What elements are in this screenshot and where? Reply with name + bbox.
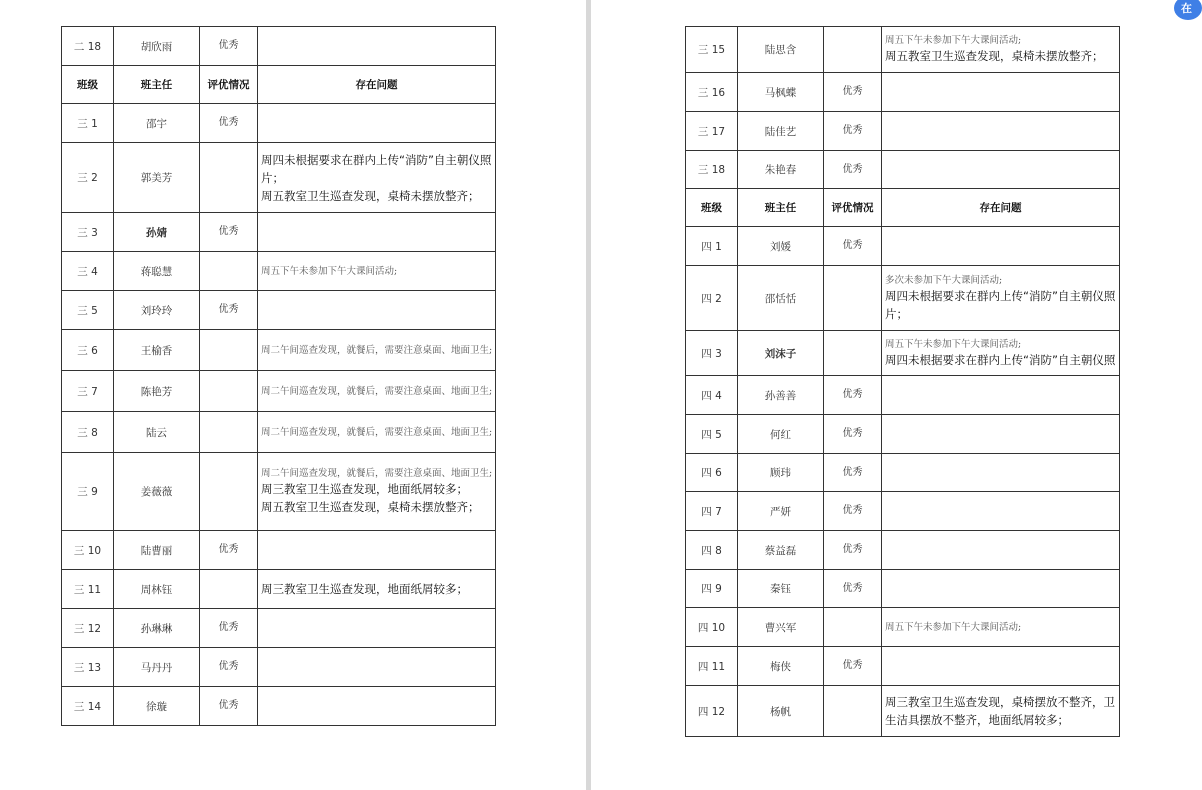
rating-cell: 优秀 (200, 291, 258, 330)
issue-line: 周五下午未参加下午大课间活动; (261, 265, 398, 277)
table-row (686, 376, 1120, 415)
rating-cell (200, 412, 258, 453)
class-cell: 三 2 (62, 143, 114, 213)
rating-cell: 优秀 (824, 492, 882, 531)
issues-cell (258, 453, 496, 531)
table-row (62, 648, 496, 687)
teacher-cell: 曹兴军 (738, 608, 824, 647)
issues-cell (258, 252, 496, 291)
rating-cell (200, 252, 258, 291)
teacher-cell: 胡欣雨 (114, 27, 200, 66)
teacher-cell: 姜薇薇 (114, 453, 200, 531)
issues-cell (258, 648, 496, 687)
rating-cell: 优秀 (824, 151, 882, 189)
issues-cell (258, 609, 496, 648)
issues-cell (882, 454, 1120, 492)
issue-line: 周五下午未参加下午大课间活动; (885, 338, 1022, 350)
table-row (62, 213, 496, 252)
teacher-cell: 陆云 (114, 412, 200, 453)
teacher-cell: 陆思含 (738, 27, 824, 73)
rating-cell: 优秀 (200, 687, 258, 726)
issue-line: 周四未根据要求在群内上传“消防”自主朝仪照片； (261, 152, 492, 185)
rating-cell (824, 27, 882, 73)
table-row (62, 143, 496, 213)
issues-cell (882, 151, 1120, 189)
issues-cell (258, 143, 496, 213)
evaluation-table-left (61, 26, 496, 726)
teacher-cell: 严妍 (738, 492, 824, 531)
teacher-cell: 孙琳琳 (114, 609, 200, 648)
issues-cell (882, 331, 1120, 376)
teacher-cell: 陆佳艺 (738, 112, 824, 151)
issue-line: 周五教室卫生巡查发现，桌椅未摆放整齐； (261, 188, 480, 203)
table-row (686, 27, 1120, 73)
class-cell: 四 3 (686, 331, 738, 376)
rating-cell: 优秀 (200, 213, 258, 252)
column-header-issues: 存在问题 (258, 66, 496, 104)
class-cell: 三 15 (686, 27, 738, 73)
table-row (62, 531, 496, 570)
column-header-teacher: 班主任 (738, 189, 824, 227)
table-row (686, 570, 1120, 608)
class-cell: 三 14 (62, 687, 114, 726)
rating-cell: 优秀 (200, 104, 258, 143)
issues-cell (882, 27, 1120, 73)
table-row (686, 492, 1120, 531)
issues-cell (258, 104, 496, 143)
teacher-cell: 何红 (738, 415, 824, 454)
class-cell: 三 18 (686, 151, 738, 189)
table-header-row (686, 189, 1120, 227)
table-row (686, 647, 1120, 686)
rating-cell: 优秀 (200, 609, 258, 648)
teacher-cell: 王榆香 (114, 330, 200, 371)
class-cell: 四 1 (686, 227, 738, 266)
class-cell: 四 8 (686, 531, 738, 570)
issue-line: 周五教室卫生巡查发现，桌椅未摆放整齐； (885, 49, 1104, 63)
column-header-rating: 评优情况 (824, 189, 882, 227)
class-cell: 四 6 (686, 454, 738, 492)
class-cell: 四 2 (686, 266, 738, 331)
rating-cell (824, 266, 882, 331)
teacher-cell: 徐璇 (114, 687, 200, 726)
table-row (62, 412, 496, 453)
rating-cell (824, 608, 882, 647)
teacher-cell: 孙婧 (114, 213, 200, 252)
teacher-cell: 邵宇 (114, 104, 200, 143)
teacher-cell: 马丹丹 (114, 648, 200, 687)
rating-cell (824, 331, 882, 376)
class-cell: 三 12 (62, 609, 114, 648)
table-row (686, 112, 1120, 151)
class-cell: 三 9 (62, 453, 114, 531)
rating-cell: 优秀 (824, 454, 882, 492)
table-row (62, 330, 496, 371)
rating-cell (200, 371, 258, 412)
issues-cell (258, 570, 496, 609)
issues-cell (258, 371, 496, 412)
rating-cell: 优秀 (824, 112, 882, 151)
issue-line: 周四未根据要求在群内上传“消防”自主朝仪照片； (885, 288, 1116, 321)
class-cell: 四 4 (686, 376, 738, 415)
issues-cell (882, 376, 1120, 415)
issues-cell (258, 27, 496, 66)
page-left (0, 0, 586, 790)
table-row (686, 686, 1120, 737)
issue-line: 多次未参加下午大课间活动; (885, 274, 1003, 286)
teacher-cell: 刘玲玲 (114, 291, 200, 330)
teacher-cell: 邵恬恬 (738, 266, 824, 331)
table-row (62, 371, 496, 412)
table-row (686, 151, 1120, 189)
issues-cell (882, 570, 1120, 608)
evaluation-table-right (685, 26, 1120, 737)
class-cell: 四 10 (686, 608, 738, 647)
column-header-teacher: 班主任 (114, 66, 200, 104)
class-cell: 三 17 (686, 112, 738, 151)
issues-cell (882, 531, 1120, 570)
issues-cell (882, 492, 1120, 531)
issue-line: 周四未根据要求在群内上传“消防”自主朝仪照 (885, 352, 1116, 367)
floating-tool-icon[interactable]: 在 (1174, 0, 1202, 20)
issue-line: 周三教室卫生巡查发现，地面纸屑较多； (261, 482, 468, 496)
teacher-cell: 顾玮 (738, 454, 824, 492)
table-row (686, 415, 1120, 454)
teacher-cell: 刘沫子 (738, 331, 824, 376)
teacher-cell: 梅侠 (738, 647, 824, 686)
issues-cell (882, 73, 1120, 112)
teacher-cell: 陆曹丽 (114, 531, 200, 570)
teacher-cell: 蔡益磊 (738, 531, 824, 570)
column-header-class: 班级 (686, 189, 738, 227)
issues-cell (258, 687, 496, 726)
page-right (591, 0, 1190, 790)
rating-cell (200, 143, 258, 213)
class-cell: 四 5 (686, 415, 738, 454)
table-row (686, 73, 1120, 112)
issues-cell (882, 686, 1120, 737)
class-cell: 四 12 (686, 686, 738, 737)
teacher-cell: 杨帆 (738, 686, 824, 737)
rating-cell (200, 570, 258, 609)
teacher-cell: 马枫蝶 (738, 73, 824, 112)
issue-line: 周三教室卫生巡查发现，地面纸屑较多； (261, 582, 468, 596)
rating-cell: 优秀 (200, 27, 258, 66)
teacher-cell: 孙善善 (738, 376, 824, 415)
table-row (62, 453, 496, 531)
issues-cell (882, 415, 1120, 454)
issues-cell (882, 112, 1120, 151)
issues-cell (258, 213, 496, 252)
class-cell: 四 9 (686, 570, 738, 608)
table-row (62, 570, 496, 609)
rating-cell: 优秀 (200, 531, 258, 570)
class-cell: 三 16 (686, 73, 738, 112)
column-header-issues: 存在问题 (882, 189, 1120, 227)
column-header-rating: 评优情况 (200, 66, 258, 104)
issues-cell (258, 291, 496, 330)
class-cell: 三 5 (62, 291, 114, 330)
issue-line: 周三教室卫生巡查发现，桌椅摆放不整齐，卫生洁具摆放不整齐，地面纸屑较多； (885, 695, 1115, 727)
rating-cell: 优秀 (824, 415, 882, 454)
issue-line: 周二午间巡查发现，就餐后，需要注意桌面、地面卫生; (261, 385, 493, 397)
rating-cell: 优秀 (824, 73, 882, 112)
teacher-cell: 周林钰 (114, 570, 200, 609)
teacher-cell: 刘媛 (738, 227, 824, 266)
class-cell: 三 10 (62, 531, 114, 570)
teacher-cell: 朱艳春 (738, 151, 824, 189)
class-cell: 三 3 (62, 213, 114, 252)
rating-cell (824, 686, 882, 737)
class-cell: 三 11 (62, 570, 114, 609)
issues-cell (882, 227, 1120, 266)
teacher-cell: 陈艳芳 (114, 371, 200, 412)
table-row (686, 531, 1120, 570)
table-header-row (62, 66, 496, 104)
issue-line: 周五下午未参加下午大课间活动; (885, 621, 1022, 633)
table-row (686, 227, 1120, 266)
rating-cell: 优秀 (824, 647, 882, 686)
column-header-class: 班级 (62, 66, 114, 104)
issue-line: 周二午间巡查发现，就餐后，需要注意桌面、地面卫生; (261, 468, 493, 479)
table-row (686, 608, 1120, 647)
issue-line: 周五教室卫生巡查发现，桌椅未摆放整齐； (261, 500, 480, 514)
teacher-cell: 郭美芳 (114, 143, 200, 213)
class-cell: 三 8 (62, 412, 114, 453)
table-row (62, 291, 496, 330)
issues-cell (882, 608, 1120, 647)
rating-cell (200, 330, 258, 371)
rating-cell: 优秀 (824, 227, 882, 266)
class-cell: 三 4 (62, 252, 114, 291)
rating-cell (200, 453, 258, 531)
issues-cell (258, 330, 496, 371)
issues-cell (882, 266, 1120, 331)
table-row (686, 266, 1120, 331)
table-row (686, 331, 1120, 376)
issues-cell (258, 412, 496, 453)
table-row (62, 252, 496, 291)
issue-line: 周二午间巡查发现，就餐后，需要注意桌面、地面卫生; (261, 344, 493, 356)
teacher-cell: 秦钰 (738, 570, 824, 608)
rating-cell: 优秀 (824, 531, 882, 570)
rating-cell: 优秀 (200, 648, 258, 687)
table-row (686, 454, 1120, 492)
table-row (62, 687, 496, 726)
table-row (62, 609, 496, 648)
class-cell: 四 7 (686, 492, 738, 531)
rating-cell: 优秀 (824, 376, 882, 415)
issues-cell (882, 647, 1120, 686)
class-cell: 三 7 (62, 371, 114, 412)
rating-cell: 优秀 (824, 570, 882, 608)
table-row (62, 27, 496, 66)
issues-cell (258, 531, 496, 570)
class-cell: 四 11 (686, 647, 738, 686)
issue-line: 周五下午未参加下午大课间活动; (885, 35, 1022, 46)
class-cell: 三 1 (62, 104, 114, 143)
table-row (62, 104, 496, 143)
teacher-cell: 蒋聪慧 (114, 252, 200, 291)
issue-line: 周二午间巡查发现，就餐后，需要注意桌面、地面卫生; (261, 426, 493, 438)
class-cell: 二 18 (62, 27, 114, 66)
class-cell: 三 6 (62, 330, 114, 371)
class-cell: 三 13 (62, 648, 114, 687)
